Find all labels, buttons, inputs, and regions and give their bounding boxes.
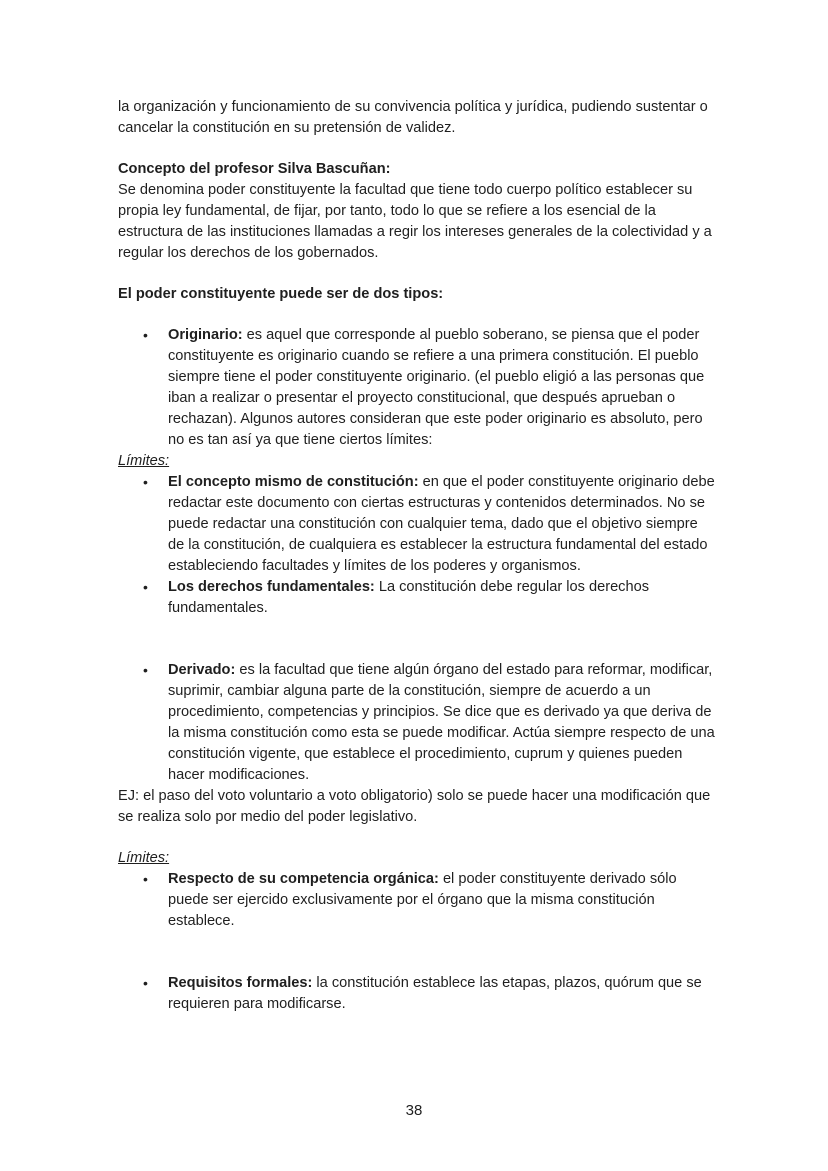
bullet-icon: • — [143, 327, 148, 343]
limit-term: Respecto de su competencia orgánica: — [168, 871, 439, 887]
originario-limits-list — [118, 472, 718, 619]
originario-text: es aquel que corresponde al pueblo soberano, se piensa que el poder constituyente es originario cuando se refiere a una primera constitución. El pueblo siempre tiene el poder constituyente originario. (el pueblo eligió a las personas que iban a realizar o presentar el proyecto constitucional, que después aprueban o rechazan). Algunos autores consideran que este poder originario es absoluto, pero no es tan así ya que tiene ciertos límites: — [168, 327, 705, 448]
limit-text: la constitución establece las etapas, plazos, quórum que se requieren para modificarse. — [168, 975, 702, 1012]
page-content — [118, 97, 718, 1015]
bullet-icon: • — [143, 871, 148, 887]
intro-paragraph: la organización y funcionamiento de su convivencia política y jurídica, pudiendo sustentar o cancelar la constitución en su pretensión de validez. — [118, 99, 708, 136]
types-list-derivado — [118, 660, 718, 786]
example-paragraph: EJ: el paso del voto voluntario a voto obligatorio) solo se puede hacer una modificación que se realiza solo por medio del poder legislativo. — [118, 788, 711, 825]
limit-text: en que el poder constituyente originario debe redactar este documento con ciertas estructuras y contenidos determinados. No se puede redactar una constitución con cualquier tema, dado que el objetivo siempre de la constitución, de cualquiera es establecer la estructura fundamental del estado estableciendo facultades y límites de los poderes y organismos. — [168, 474, 715, 574]
bullet-icon: • — [143, 579, 148, 595]
bullet-icon: • — [143, 662, 148, 678]
bullet-icon: • — [143, 975, 148, 991]
derivado-limits-list-2 — [118, 973, 718, 1015]
limit-term: Los derechos fundamentales: — [168, 579, 375, 595]
limit-term: El concepto mismo de constitución: — [168, 474, 419, 490]
list-item — [118, 577, 718, 619]
list-item-derivado — [118, 660, 718, 786]
derivado-term: Derivado: — [168, 662, 236, 678]
types-heading: El poder constituyente puede ser de dos tipos: — [118, 286, 444, 302]
types-list-originario — [118, 325, 718, 451]
silva-paragraph: Se denomina poder constituyente la facultad que tiene todo cuerpo político establecer su propia ley fundamental, de fijar, por tanto, todo lo que se refiere a los esencial de la estructura de las instituciones llamadas a regir los intereses generales de la colectividad y a regular los derechos de los gobernados. — [118, 182, 712, 261]
silva-heading: Concepto del profesor Silva Bascuñan: — [118, 161, 391, 177]
list-item — [118, 973, 718, 1015]
limits-label-derivado: Límites: — [118, 850, 170, 866]
derivado-text: es la facultad que tiene algún órgano del estado para reformar, modificar, suprimir, cambiar alguna parte de la constitución, siempre de acuerdo a un procedimiento, competencias y principios. Se dice que es derivado ya que deriva de la misma constitución como esta se puede modificar. Actúa siempre respecto de una constitución vigente, que establece el procedimiento, cuprum y quienes pueden hacer modificaciones. — [168, 662, 715, 783]
limit-text: La constitución debe regular los derechos fundamentales. — [168, 579, 650, 616]
limit-term: Requisitos formales: — [168, 975, 313, 991]
derivado-limits-list — [118, 869, 718, 932]
limits-label-originario: Límites: — [118, 453, 170, 469]
limit-text: el poder constituyente derivado sólo puede ser ejercido exclusivamente por el órgano que la misma constitución establece. — [168, 871, 677, 929]
originario-term: Originario: — [168, 327, 243, 343]
list-item — [118, 472, 718, 577]
bullet-icon: • — [143, 474, 148, 490]
list-item-originario — [118, 325, 718, 451]
page-number: 38 — [405, 1102, 423, 1119]
list-item — [118, 869, 718, 932]
